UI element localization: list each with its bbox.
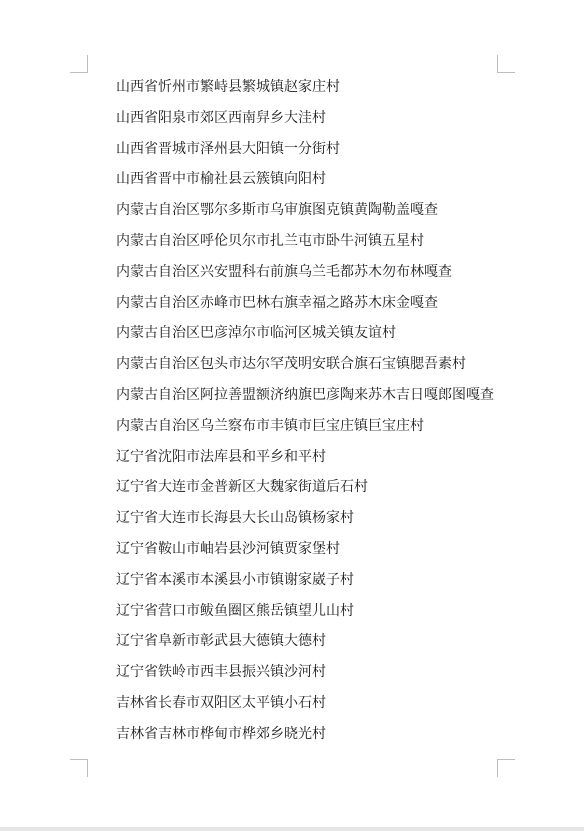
list-item: 内蒙古自治区兴安盟科右前旗乌兰毛都苏木勿布林嘎查 bbox=[116, 263, 452, 280]
list-item: 辽宁省本溪市本溪县小市镇谢家崴子村 bbox=[116, 571, 354, 588]
list-item: 辽宁省营口市鲅鱼圈区熊岳镇望儿山村 bbox=[116, 602, 354, 619]
list-item: 吉林省吉林市桦甸市桦郊乡晓光村 bbox=[116, 725, 326, 742]
list-item: 内蒙古自治区包头市达尔罕茂明安联合旗石宝镇腮吾素村 bbox=[116, 356, 466, 373]
list-item: 内蒙古自治区赤峰市巴林右旗幸福之路苏木床金嘎查 bbox=[116, 294, 438, 311]
crop-mark-top-right bbox=[497, 55, 515, 73]
list-item: 辽宁省大连市长海县大长山岛镇杨家村 bbox=[116, 510, 354, 527]
list-item: 内蒙古自治区呼伦贝尔市扎兰屯市卧牛河镇五星村 bbox=[116, 232, 424, 249]
list-item: 内蒙古自治区鄂尔多斯市乌审旗图克镇黄陶勒盖嘎查 bbox=[116, 202, 438, 219]
list-item: 辽宁省沈阳市法库县和平乡和平村 bbox=[116, 448, 326, 465]
list-item: 内蒙古自治区乌兰察布市丰镇市巨宝庄镇巨宝庄村 bbox=[116, 417, 424, 434]
crop-mark-bottom-left bbox=[70, 759, 88, 777]
list-item: 辽宁省铁岭市西丰县振兴镇沙河村 bbox=[116, 664, 326, 681]
list-item: 山西省晋中市榆社县云簇镇向阳村 bbox=[116, 171, 326, 188]
village-list bbox=[116, 77, 494, 755]
list-item: 辽宁省大连市金普新区大魏家街道后石村 bbox=[116, 479, 368, 496]
list-item: 辽宁省鞍山市岫岩县沙河镇贾家堡村 bbox=[116, 540, 340, 557]
crop-mark-bottom-right bbox=[497, 759, 515, 777]
page-bottom-edge bbox=[0, 827, 584, 831]
list-item: 山西省忻州市繁峙县繁城镇赵家庄村 bbox=[116, 79, 340, 95]
list-item: 山西省阳泉市郊区西南舁乡大洼村 bbox=[116, 109, 326, 126]
list-item: 山西省晋城市泽州县大阳镇一分街村 bbox=[116, 140, 340, 157]
list-item: 内蒙古自治区阿拉善盟额济纳旗巴彦陶来苏木吉日嘎郎图嘎查 bbox=[116, 386, 494, 403]
crop-mark-top-left bbox=[70, 55, 88, 73]
list-item: 吉林省长春市双阳区太平镇小石村 bbox=[116, 694, 326, 711]
list-item: 内蒙古自治区巴彦淖尔市临河区城关镇友谊村 bbox=[116, 325, 396, 342]
list-item: 辽宁省阜新市彰武县大德镇大德村 bbox=[116, 633, 326, 650]
